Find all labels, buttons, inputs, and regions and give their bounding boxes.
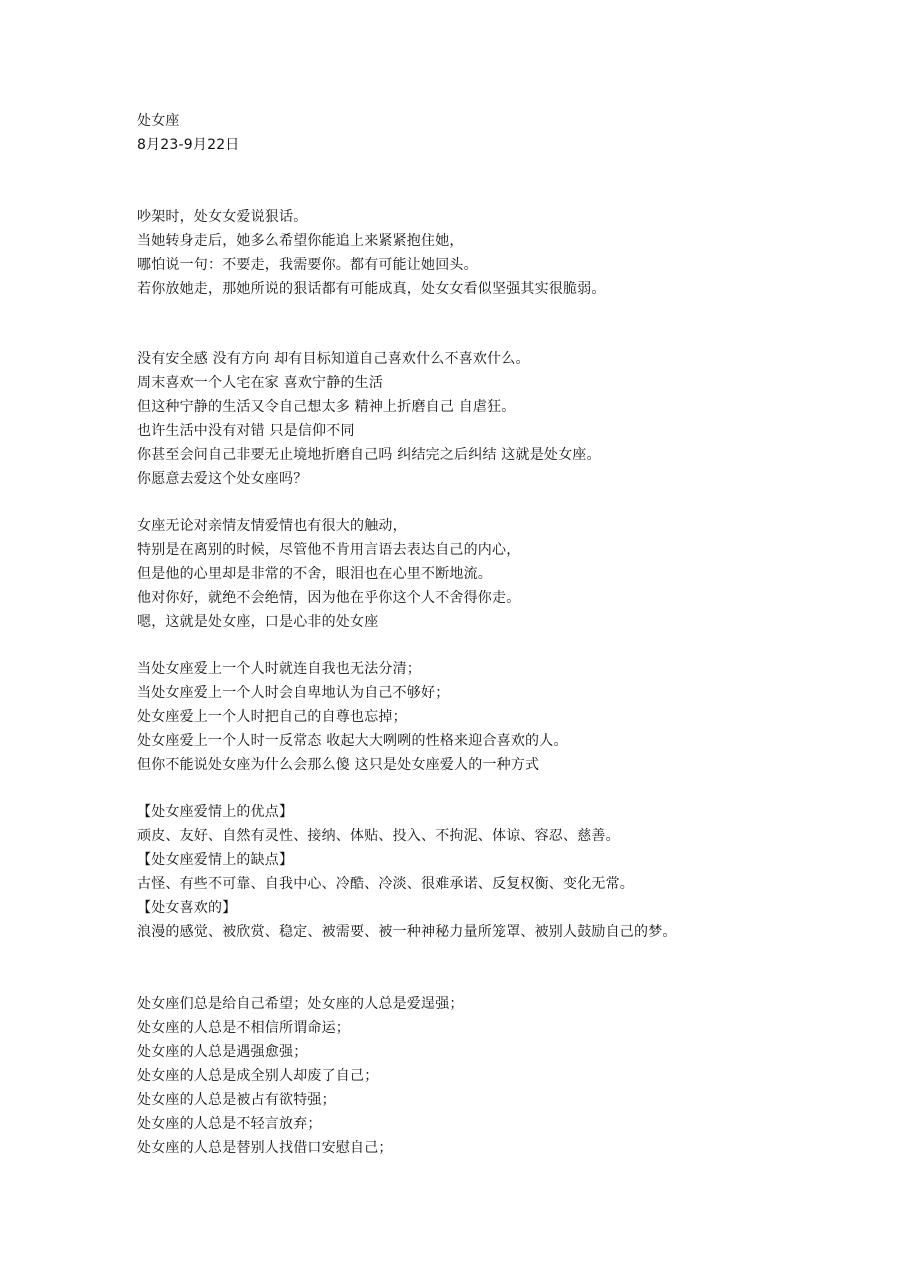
paragraph-line: 若你放她走，那她所说的狠话都有可能成真，处女女看似坚强其实很脆弱。 xyxy=(137,281,606,297)
paragraph-line: 处女座的人总是被占有欲特强； xyxy=(137,1092,336,1108)
paragraph-line: 女座无论对亲情友情爱情也有很大的触动， xyxy=(137,518,407,534)
paragraph-line: 但你不能说处女座为什么会那么傻 这只是处女座爱人的一种方式 xyxy=(137,757,540,773)
paragraph-line: 顽皮、友好、自然有灵性、接纳、体贴、投入、不拘泥、体谅、容忍、慈善。 xyxy=(137,828,620,844)
paragraph-line: 你愿意去爱这个处女座吗？ xyxy=(137,471,308,487)
paragraph-line: 周末喜欢一个人宅在家 喜欢宁静的生活 xyxy=(137,375,384,391)
paragraph-line: 处女座的人总是替别人找借口安慰自己； xyxy=(137,1140,393,1156)
paragraph-line: 当处女座爱上一个人时就连自我也无法分清； xyxy=(137,661,421,677)
paragraph-line: 也许生活中没有对错 只是信仰不同 xyxy=(137,423,355,439)
paragraph-line: 但这种宁静的生活又令自己想太多 精神上折磨自己 自虐狂。 xyxy=(137,399,516,415)
section-heading: 【处女喜欢的】 xyxy=(137,900,237,916)
paragraph-line: 处女座的人总是不相信所谓命运； xyxy=(137,1020,350,1036)
paragraph-line: 处女座爱上一个人时把自己的自尊也忘掉； xyxy=(137,709,407,725)
paragraph-line: 特别是在离别的时候，尽管他不肯用言语去表达自己的内心， xyxy=(137,542,521,558)
paragraph-line: 处女座们总是给自己希望；处女座的人总是爱逞强； xyxy=(137,996,464,1012)
date-range: 8月23-9月22日 xyxy=(137,137,240,153)
document-title: 处女座 xyxy=(137,113,180,129)
paragraph-line: 吵架时，处女女爱说狠话。 xyxy=(137,209,308,225)
paragraph-line: 没有安全感 没有方向 却有目标知道自己喜欢什么不喜欢什么。 xyxy=(137,351,530,367)
paragraph-line: 哪怕说一句：不要走，我需要你。都有可能让她回头。 xyxy=(137,257,478,273)
paragraph-line: 处女座的人总是不轻言放弃； xyxy=(137,1116,322,1132)
paragraph-line: 处女座的人总是成全别人却废了自己； xyxy=(137,1068,379,1084)
section-heading: 【处女座爱情上的缺点】 xyxy=(137,852,294,868)
paragraph-line: 嗯，这就是处女座，口是心非的处女座 xyxy=(137,614,379,630)
paragraph-line: 当她转身走后，她多么希望你能追上来紧紧抱住她， xyxy=(137,233,464,249)
paragraph-line: 他对你好，就绝不会绝情，因为他在乎你这个人不舍得你走。 xyxy=(137,590,521,606)
paragraph-line: 浪漫的感觉、被欣赏、稳定、被需要、被一种神秘力量所笼罩、被别人鼓励自己的梦。 xyxy=(137,924,677,940)
paragraph-line: 古怪、有些不可靠、自我中心、冷酷、冷淡、很难承诺、反复权衡、变化无常。 xyxy=(137,876,634,892)
paragraph-line: 你甚至会问自己非要无止境地折磨自己吗 纠结完之后纠结 这就是处女座。 xyxy=(137,447,601,463)
paragraph-line: 处女座爱上一个人时一反常态 收起大大咧咧的性格来迎合喜欢的人。 xyxy=(137,733,568,749)
paragraph-line: 当处女座爱上一个人时会自卑地认为自己不够好； xyxy=(137,685,450,701)
section-heading: 【处女座爱情上的优点】 xyxy=(137,804,294,820)
paragraph-line: 但是他的心里却是非常的不舍，眼泪也在心里不断地流。 xyxy=(137,566,492,582)
paragraph-line: 处女座的人总是遇强愈强； xyxy=(137,1044,308,1060)
